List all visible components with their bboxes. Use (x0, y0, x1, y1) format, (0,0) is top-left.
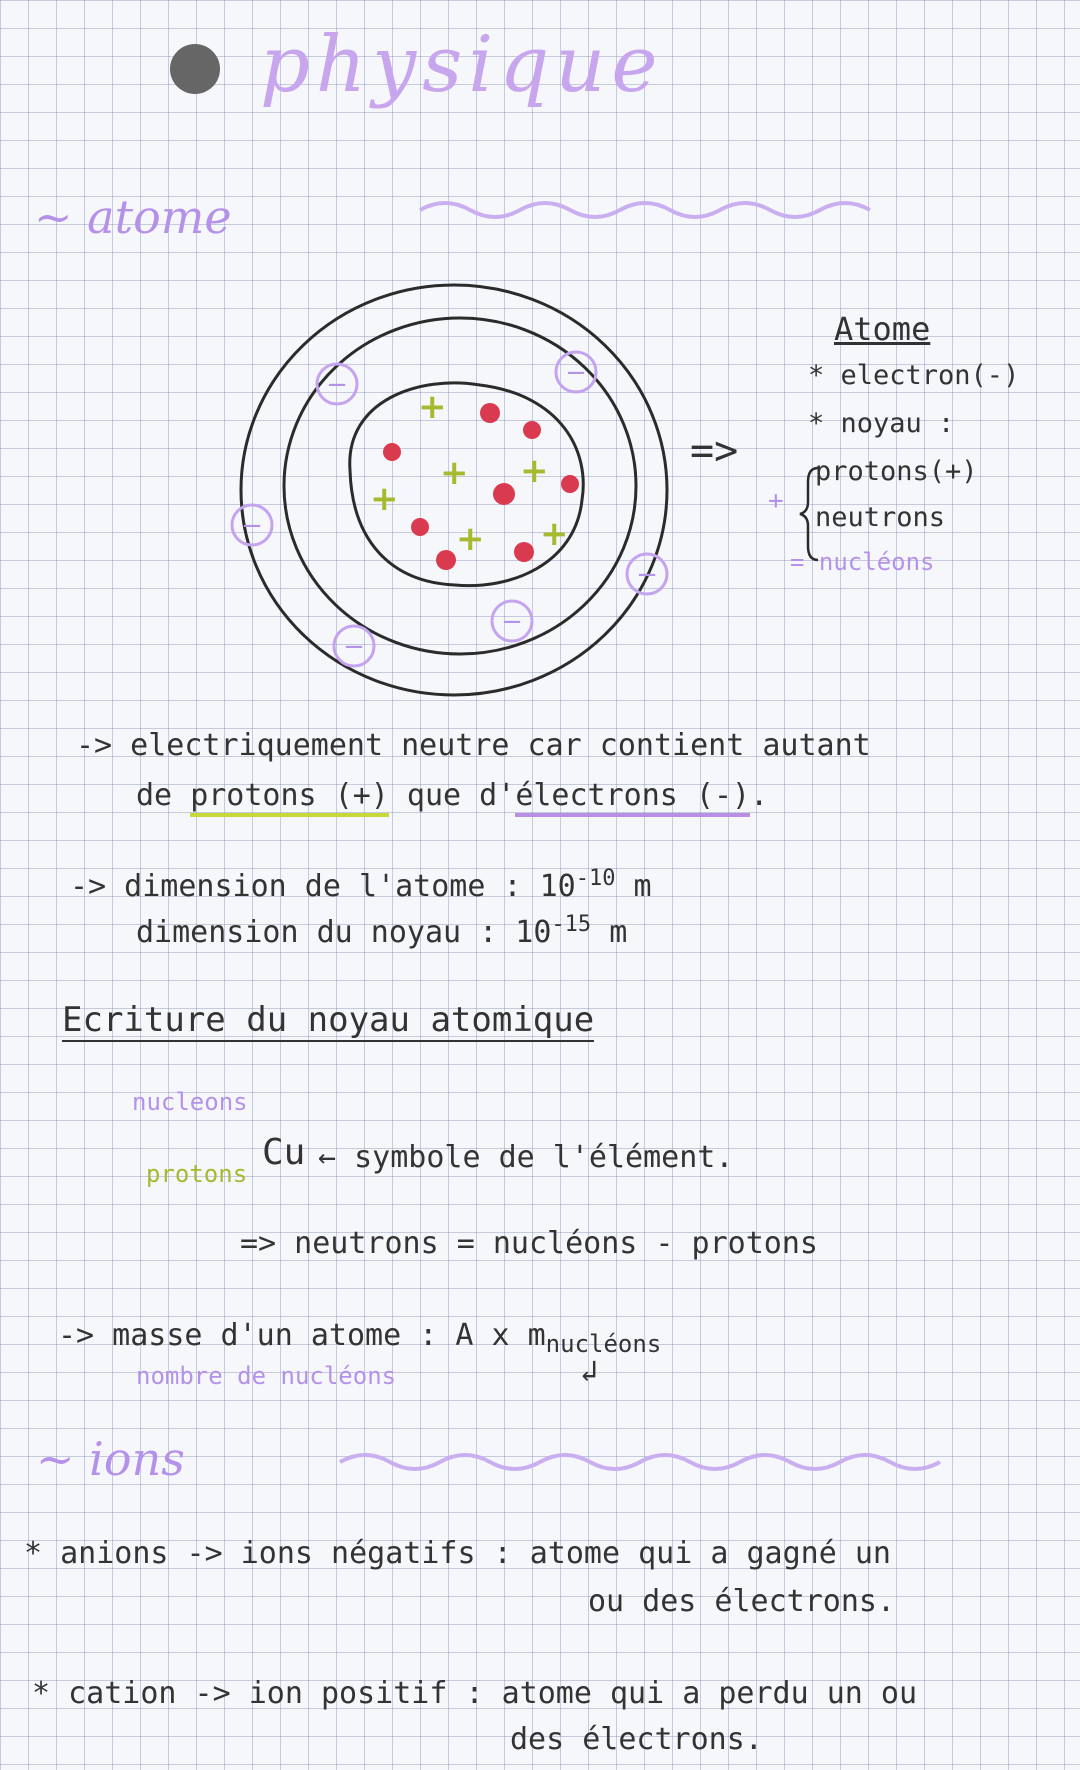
element-symbol-note: ← symbole de l'élément. (318, 1140, 734, 1175)
neutral-prefix: de (136, 778, 191, 813)
neutral-mid: que d' (388, 778, 516, 813)
proton: + (440, 453, 469, 493)
electron-sign: − (343, 632, 365, 662)
electron-signs (241, 358, 658, 662)
masse-text: -> masse d'un atome : A x m (58, 1318, 546, 1353)
ecriture-heading: Ecriture du noyau atomique (62, 1000, 595, 1040)
electron-sign: − (501, 607, 523, 637)
dimension-noyau-unit: m (609, 915, 628, 950)
electron-sign: − (241, 511, 263, 541)
neutrons-formula: => neutrons = nucléons - protons (240, 1226, 818, 1261)
legend-title: Atome (834, 310, 931, 348)
electron-sign: − (565, 358, 587, 388)
masse-subscript: nucléons (545, 1330, 662, 1358)
neutron (480, 403, 500, 423)
proton: + (370, 479, 399, 519)
neutron (411, 518, 429, 536)
dimension-noyau-label: dimension du noyau : (136, 915, 516, 950)
arrow-implies: => (690, 428, 739, 474)
neutral-line-1: -> electriquement neutre car contient autant (76, 728, 871, 763)
electron-sign: − (636, 560, 658, 590)
cation-line-2: des électrons. (510, 1722, 763, 1757)
neutron (523, 421, 541, 439)
neutral-protons: protons (+) (190, 778, 389, 817)
page-title: physique (260, 20, 664, 110)
masse-line (58, 1318, 661, 1358)
neutron (493, 483, 515, 505)
proton: + (418, 387, 447, 427)
neutral-electrons: électrons (-) (515, 778, 750, 817)
proton: + (456, 519, 485, 559)
anions-line-2: ou des électrons. (588, 1584, 896, 1619)
protons-label: protons (146, 1160, 248, 1188)
legend-item-protons: protons(+) (815, 456, 978, 487)
dimension-noyau (136, 912, 627, 950)
legend-item-noyau: * noyau : (808, 408, 955, 439)
dimension-atome-exponent: -10 (575, 866, 616, 891)
dimension-atome-label: -> dimension de l'atome : (70, 869, 540, 904)
section-atome-heading: ~ atome (34, 190, 232, 244)
dimension-atome-unit: m (633, 869, 652, 904)
proton: + (540, 514, 569, 554)
legend-plus: + (768, 486, 784, 516)
legend-item-neutrons: neutrons (815, 502, 946, 533)
proton: + (520, 451, 549, 491)
masse-arrow: ↲ (580, 1354, 599, 1389)
neutral-end: . (750, 778, 769, 813)
dimension-atome (70, 866, 652, 904)
nucleons-label: nucleons (132, 1088, 248, 1116)
neutron (383, 443, 401, 461)
dimension-noyau-exponent: -15 (551, 912, 592, 937)
dimension-atome-value: 10 (539, 869, 576, 904)
masse-note: nombre de nucléons (136, 1362, 397, 1390)
electron-sign: − (326, 370, 348, 400)
neutron (561, 475, 579, 493)
section-ions-heading: ~ ions (36, 1432, 185, 1486)
electrons (232, 352, 667, 666)
neutron (514, 542, 534, 562)
legend-nucleons: = nucléons (790, 548, 935, 576)
cation-line-1: * cation -> ion positif : atome qui a perdu un ou (32, 1676, 918, 1711)
neutron (436, 550, 456, 570)
element-symbol: Cu (262, 1132, 306, 1173)
neutral-line-2 (136, 778, 768, 813)
legend-item-electron: * electron(-) (808, 360, 1020, 391)
anions-line-1: * anions -> ions négatifs : atome qui a gagné un (24, 1536, 891, 1571)
dimension-noyau-value: 10 (515, 915, 552, 950)
protons (370, 387, 569, 559)
